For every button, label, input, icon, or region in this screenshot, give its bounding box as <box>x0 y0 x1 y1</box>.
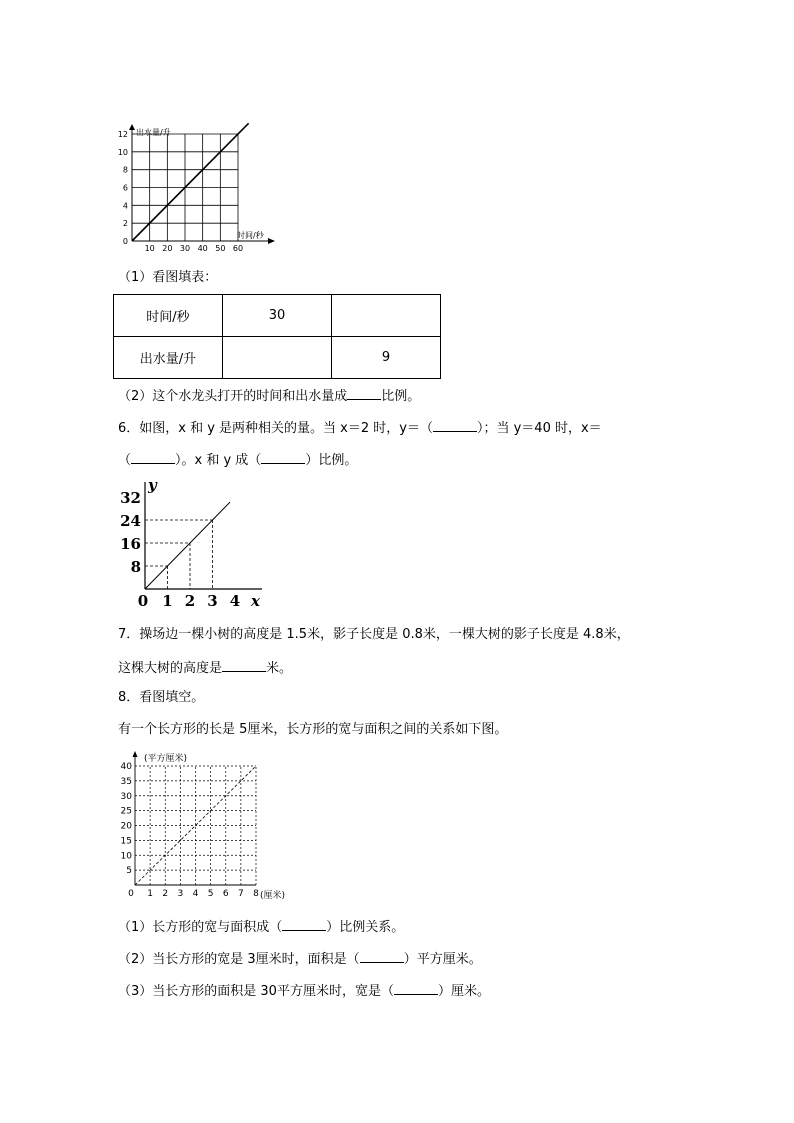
q5-fill-table <box>113 294 441 379</box>
chart1-y-tick: 10 <box>117 147 128 157</box>
q8-intro: 有一个长方形的长是 5厘米，长方形的宽与面积之间的关系如下图。 <box>118 722 508 737</box>
q8-sub1-text-b: ）比例关系。 <box>326 920 405 935</box>
chart-xy <box>112 476 272 616</box>
chart3-y-tick: 25 <box>120 806 132 817</box>
chart3-y-tick: 15 <box>120 836 132 847</box>
chart3-x-tick: 8 <box>253 889 259 899</box>
chart3-y-tick: 35 <box>120 776 132 787</box>
chart1-y-tick: 8 <box>122 165 128 175</box>
table-cell-water-1[interactable] <box>223 337 332 379</box>
q8-sub2 <box>118 950 482 968</box>
q7-line2 <box>118 659 292 677</box>
chart2-y-tick: 32 <box>120 489 141 507</box>
chart1-y-tick: 2 <box>122 219 128 229</box>
chart3-ylabel: (平方厘米) <box>144 754 188 764</box>
chart2-y-tick: 8 <box>130 558 141 576</box>
q5-sub2-text-b: 比例。 <box>381 389 421 404</box>
q6-line1-text-a: 6．如图，x 和 y 是两种相关的量。当 x＝2 时，y＝（ <box>118 421 433 436</box>
q7-blank[interactable] <box>222 659 266 672</box>
chart3-y-tick: 30 <box>120 791 132 802</box>
q7-line1: 7．操场边一棵小树的高度是 1.5米，影子长度是 0.8米，一棵大树的影子长度是 4.8米， <box>118 627 630 642</box>
chart2-y-tick: 16 <box>120 535 141 553</box>
q8-sub3 <box>118 982 490 1000</box>
chart3-y-tick: 10 <box>120 851 132 862</box>
chart3-y-arrow <box>133 751 138 757</box>
chart1-y-tick: 12 <box>117 130 128 139</box>
chart3-y-tick: 20 <box>120 821 132 832</box>
q6-line1 <box>118 419 602 437</box>
chart3-x-tick: 2 <box>162 889 169 899</box>
chart3-x-tick: 3 <box>177 889 184 899</box>
chart2-x-tick: 4 <box>229 592 241 610</box>
q8-sub2-text-b: ）平方厘米。 <box>403 952 482 967</box>
q8-sub3-text-a: （3）当长方形的面积是 30平方厘米时，宽是（ <box>118 984 394 999</box>
chart2-xlabel: x <box>251 592 260 610</box>
q6-blank-x[interactable] <box>131 451 175 464</box>
q5-sub2-text-a: （2）这个水龙头打开的时间和出水量成 <box>118 389 348 404</box>
chart3-x-tick: 5 <box>207 889 214 899</box>
chart2-x-tick: 3 <box>207 592 218 610</box>
chart2-x-tick: 0 <box>137 592 149 610</box>
chart2-series-line <box>145 502 230 589</box>
q8-sub3-text-b: ）厘米。 <box>437 984 490 999</box>
q6-blank-y[interactable] <box>433 419 477 432</box>
chart-rect-area <box>110 748 320 908</box>
q8-title: 8．看图填空。 <box>118 690 205 705</box>
q6-line2 <box>118 451 357 469</box>
chart1-y-arrow <box>129 124 135 130</box>
chart1-ylabel: 出水量/升 <box>136 128 171 137</box>
table-header-water: 出水量/升 <box>114 337 223 379</box>
q5-sub1: （1）看图填表： <box>118 270 218 285</box>
chart1-y-tick: 0 <box>122 237 128 246</box>
q6-line2-text-a: （ <box>118 453 132 468</box>
chart1-x-tick: 60 <box>232 244 244 253</box>
q6-line2-text-b: ）。x 和 y 成（ <box>175 453 262 468</box>
table-cell-time-2[interactable] <box>332 295 441 337</box>
q8-blank-2[interactable] <box>360 950 404 963</box>
q6-blank-ratio[interactable] <box>261 451 305 464</box>
chart1-xlabel: 时间/秒 <box>237 231 264 240</box>
chart1-x-tick: 50 <box>215 244 226 253</box>
q6-line1-text-b: ）；当 y＝40 时，x＝ <box>476 421 602 436</box>
q7-line2-text-a: 这棵大树的高度是 <box>118 661 223 676</box>
chart1-x-tick: 20 <box>162 244 173 253</box>
q7-line2-text-b: 米。 <box>266 661 293 676</box>
chart2-x-tick: 2 <box>184 592 196 610</box>
chart-water-flow <box>110 120 290 260</box>
table-cell-time-1: 30 <box>223 295 332 337</box>
q8-sub1-text-a: （1）长方形的宽与面积成（ <box>118 920 283 935</box>
chart3-x-tick: 4 <box>192 889 199 899</box>
chart3-x-tick: 7 <box>238 889 244 899</box>
table-header-time: 时间/秒 <box>114 295 223 337</box>
q5-sub2 <box>118 387 420 405</box>
table-cell-water-2: 9 <box>332 337 441 379</box>
q8-sub1 <box>118 918 404 936</box>
chart2-y-tick: 24 <box>120 512 141 530</box>
q6-line2-text-c: ）比例。 <box>305 453 358 468</box>
chart1-y-tick: 4 <box>122 201 128 211</box>
q8-sub2-text-a: （2）当长方形的宽是 3厘米时，面积是（ <box>118 952 360 967</box>
chart1-x-tick: 10 <box>144 244 155 253</box>
q8-blank-1[interactable] <box>282 918 326 931</box>
chart2-x-tick: 1 <box>162 592 173 610</box>
q8-blank-3[interactable] <box>394 982 438 995</box>
q5-answer-blank[interactable] <box>347 387 381 400</box>
chart3-x-tick: 6 <box>222 889 229 899</box>
chart1-x-tick: 30 <box>179 244 191 253</box>
chart3-x-tick: 1 <box>147 889 153 899</box>
chart1-y-tick: 6 <box>122 183 128 193</box>
chart3-y-tick: 40 <box>120 762 132 772</box>
chart1-x-tick: 40 <box>197 244 208 253</box>
chart2-ylabel: y <box>148 476 157 494</box>
chart3-xlabel: (厘米) <box>260 891 286 901</box>
chart3-y-tick: 5 <box>126 866 132 877</box>
chart1-x-arrow <box>268 238 275 244</box>
chart3-x-tick: 0 <box>128 889 134 899</box>
